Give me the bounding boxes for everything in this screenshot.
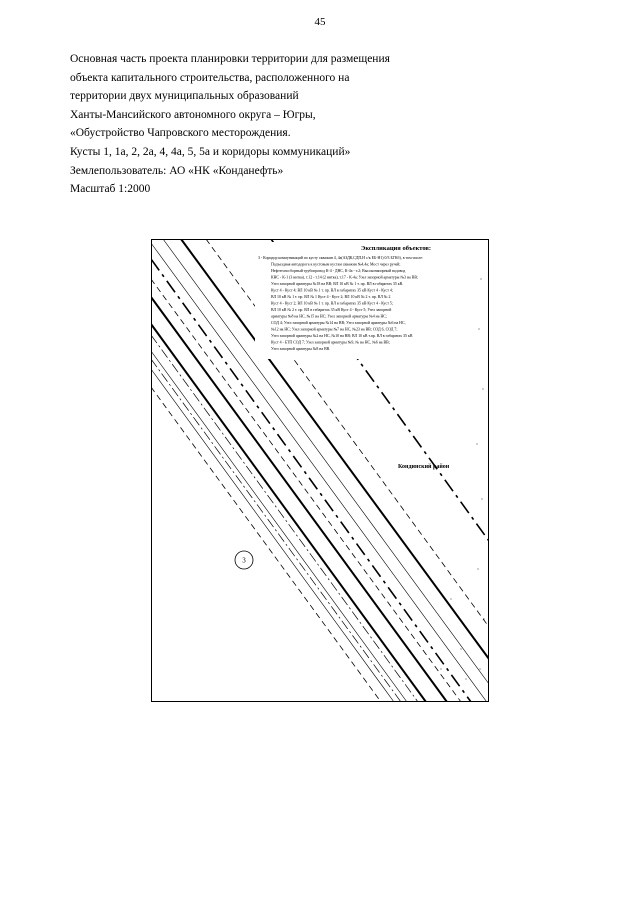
header-line: Ханты-Мансийского автономного округа – Югры, xyxy=(70,108,316,121)
header-line: Основная часть проекта планировки территории для размещения xyxy=(70,53,390,65)
legend-line: Куст 4 - БТП СОД 7; Узел запорной арматуры №9, № на НС, №6 на ВВ; xyxy=(271,340,390,345)
district-label: Кондинский район xyxy=(398,464,450,470)
header-line: Кусты 1, 1а, 2, 2а, 4, 4а, 5, 5а и коридоры коммуникаций» xyxy=(70,145,351,158)
legend-line: Куст 4 - Куст 4; ВЛ 10 кВ № 1 т. пр. ВЛ в габаритах 35 кВ Куст 4 - Куст 4; xyxy=(271,288,393,293)
header-line: Землепользователь: АО «НК «Конданефть» xyxy=(70,164,284,177)
legend-line: Узел запорной арматуры №18 на ВВ; ВЛ 10 кВ № 1 т. пр. ВЛ в габаритах 35 кВ. xyxy=(271,282,404,286)
document-header xyxy=(70,50,470,199)
legend-line: Нефтегазосборный трубопровод К-4 - ДНС, К-4а - т.2; Высоконапорный водовод xyxy=(271,269,406,273)
legend-line: Узел запорной арматуры №8 на ВВ. xyxy=(271,347,331,351)
page-number: 45 xyxy=(314,16,326,28)
legend-line: СОД 4; Узел запорной арматуры №14 на ВВ; Узел запорной арматуры №6 на НС, xyxy=(271,321,406,325)
header-line: Масштаб 1:2000 xyxy=(70,183,151,196)
legend-line: ВЛ 10 кВ № 1 т. пр. ВЛ № 1 Куст 4 - Куст 2; ВЛ 10 кВ № 2 т. пр. ВЛ № 2 xyxy=(271,295,391,299)
legend-line: Узел запорной арматуры №2 на НС, №10 на ВВ; ВЛ 10 кВ т.пр. ВЛ в габаритах 35 кВ xyxy=(271,334,413,338)
header-line: «Обустройство Чапровского месторождения. xyxy=(70,127,291,140)
legend-line: 3 - Коридор коммуникаций по кусту скважин 4, 4а(АЗДК,СДП,Н с/к ЕБ-Н1) 0/3 БГКб), в том числе: xyxy=(258,256,424,260)
header-line: территории двух муниципальных образований xyxy=(70,90,299,103)
planning-map-drawing xyxy=(151,239,489,702)
object-marker xyxy=(235,551,253,569)
legend-line: №12 на НС; Узел запорной арматуры №7 на НС, №23 на ВВ; СОД 6, СОД 7; xyxy=(271,327,398,332)
legend-line: КНС - К-1 (3 нитка), т.12 - т.14 (2 нитка), т.17 - К-4а; Узел запорной арматуры №3 на ВВ; xyxy=(271,275,419,280)
legend-line: арматуры №8 на НС, №15 на НС; Узел запорной арматуры №4 на НС; xyxy=(271,314,387,319)
legend-line: ВЛ 10 кВ № 2 т. пр. ВЛ в габаритах 35 кВ Куст 4 - Куст 5; Узел запорной xyxy=(271,308,392,312)
header-line: объекта капитального строительства, расположенного на xyxy=(70,71,350,84)
planning-map xyxy=(151,239,489,702)
legend-line: Подъездная автодорога к кустовым кустам скважин №4,4а; Мост через ручей; xyxy=(271,262,401,267)
legend-line: Куст 4 - Куст 2; ВЛ 10 кВ № 1 т. пр. ВЛ в габаритах 35 кВ Куст 4 - Куст 5; xyxy=(271,301,393,306)
legend-title: Экспликация объектов: xyxy=(360,245,432,252)
object-marker-number: 3 xyxy=(242,556,246,565)
